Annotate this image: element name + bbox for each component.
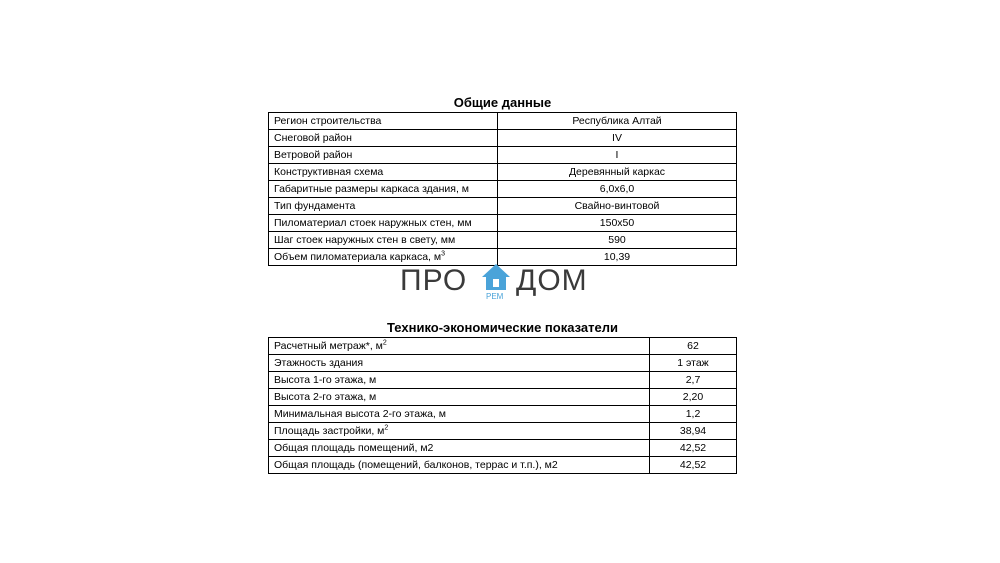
row-value: IV: [498, 130, 737, 147]
unit-superscript: 2: [382, 339, 387, 347]
table-row: [269, 389, 737, 406]
row-value: 38,94: [650, 423, 737, 440]
row-label: Общая площадь помещений, м2: [269, 440, 650, 457]
logo-text-dom: ДОМ: [516, 264, 588, 297]
unit-superscript: 3: [441, 250, 446, 258]
row-value: Республика Алтай: [498, 113, 737, 130]
table-row: [269, 164, 737, 181]
row-label: Габаритные размеры каркаса здания, м: [269, 181, 498, 198]
row-label-text: Объем пиломатериала каркаса, м: [274, 251, 442, 263]
row-label-text: Площадь застройки, м: [274, 425, 385, 437]
table-row: [269, 440, 737, 457]
row-label: Ветровой район: [269, 147, 498, 164]
logo-text-pro: ПРО: [400, 264, 468, 297]
table-row: [269, 338, 737, 355]
row-value: Свайно-винтовой: [498, 198, 737, 215]
row-label: [269, 338, 650, 355]
house-icon: [480, 262, 512, 292]
row-value: 6,0х6,0: [498, 181, 737, 198]
row-label: Общая площадь (помещений, балконов, террас и т.п.), м2: [269, 457, 650, 474]
row-value: 2,20: [650, 389, 737, 406]
table-row: [269, 372, 737, 389]
prodom-logo: [400, 262, 600, 302]
row-value: 590: [498, 232, 737, 249]
logo-sub-text: РЕМ: [486, 292, 504, 301]
row-label: [269, 423, 650, 440]
table-row: [269, 457, 737, 474]
row-value: 42,52: [650, 457, 737, 474]
row-value: 10,39: [498, 249, 737, 266]
row-value: 1 этаж: [650, 355, 737, 372]
tech-indicators-table: [268, 337, 737, 474]
table-row: [269, 355, 737, 372]
row-value: 150х50: [498, 215, 737, 232]
row-label: Тип фундамента: [269, 198, 498, 215]
table-row: [269, 147, 737, 164]
row-value: I: [498, 147, 737, 164]
table-row: [269, 113, 737, 130]
row-label: Шаг стоек наружных стен в свету, мм: [269, 232, 498, 249]
row-label: Высота 1-го этажа, м: [269, 372, 650, 389]
general-data-table: [268, 112, 737, 266]
tech-indicators-title: Технико-экономические показатели: [387, 320, 618, 335]
row-label: Регион строительства: [269, 113, 498, 130]
table-row: [269, 181, 737, 198]
row-label: Конструктивная схема: [269, 164, 498, 181]
row-label-text: Расчетный метраж*, м: [274, 340, 383, 352]
row-value: 62: [650, 338, 737, 355]
row-label: Минимальная высота 2-го этажа, м: [269, 406, 650, 423]
row-value: Деревянный каркас: [498, 164, 737, 181]
row-value: 1,2: [650, 406, 737, 423]
table-row: [269, 232, 737, 249]
row-label: Пиломатериал стоек наружных стен, мм: [269, 215, 498, 232]
table-row: [269, 406, 737, 423]
row-label: Высота 2-го этажа, м: [269, 389, 650, 406]
row-label: Этажность здания: [269, 355, 650, 372]
general-data-title: Общие данные: [453, 95, 552, 110]
row-label: Снеговой район: [269, 130, 498, 147]
row-value: 2,7: [650, 372, 737, 389]
table-row: [269, 423, 737, 440]
table-row: [269, 130, 737, 147]
row-value: 42,52: [650, 440, 737, 457]
table-row: [269, 215, 737, 232]
unit-superscript: 2: [384, 424, 389, 432]
table-row: [269, 198, 737, 215]
